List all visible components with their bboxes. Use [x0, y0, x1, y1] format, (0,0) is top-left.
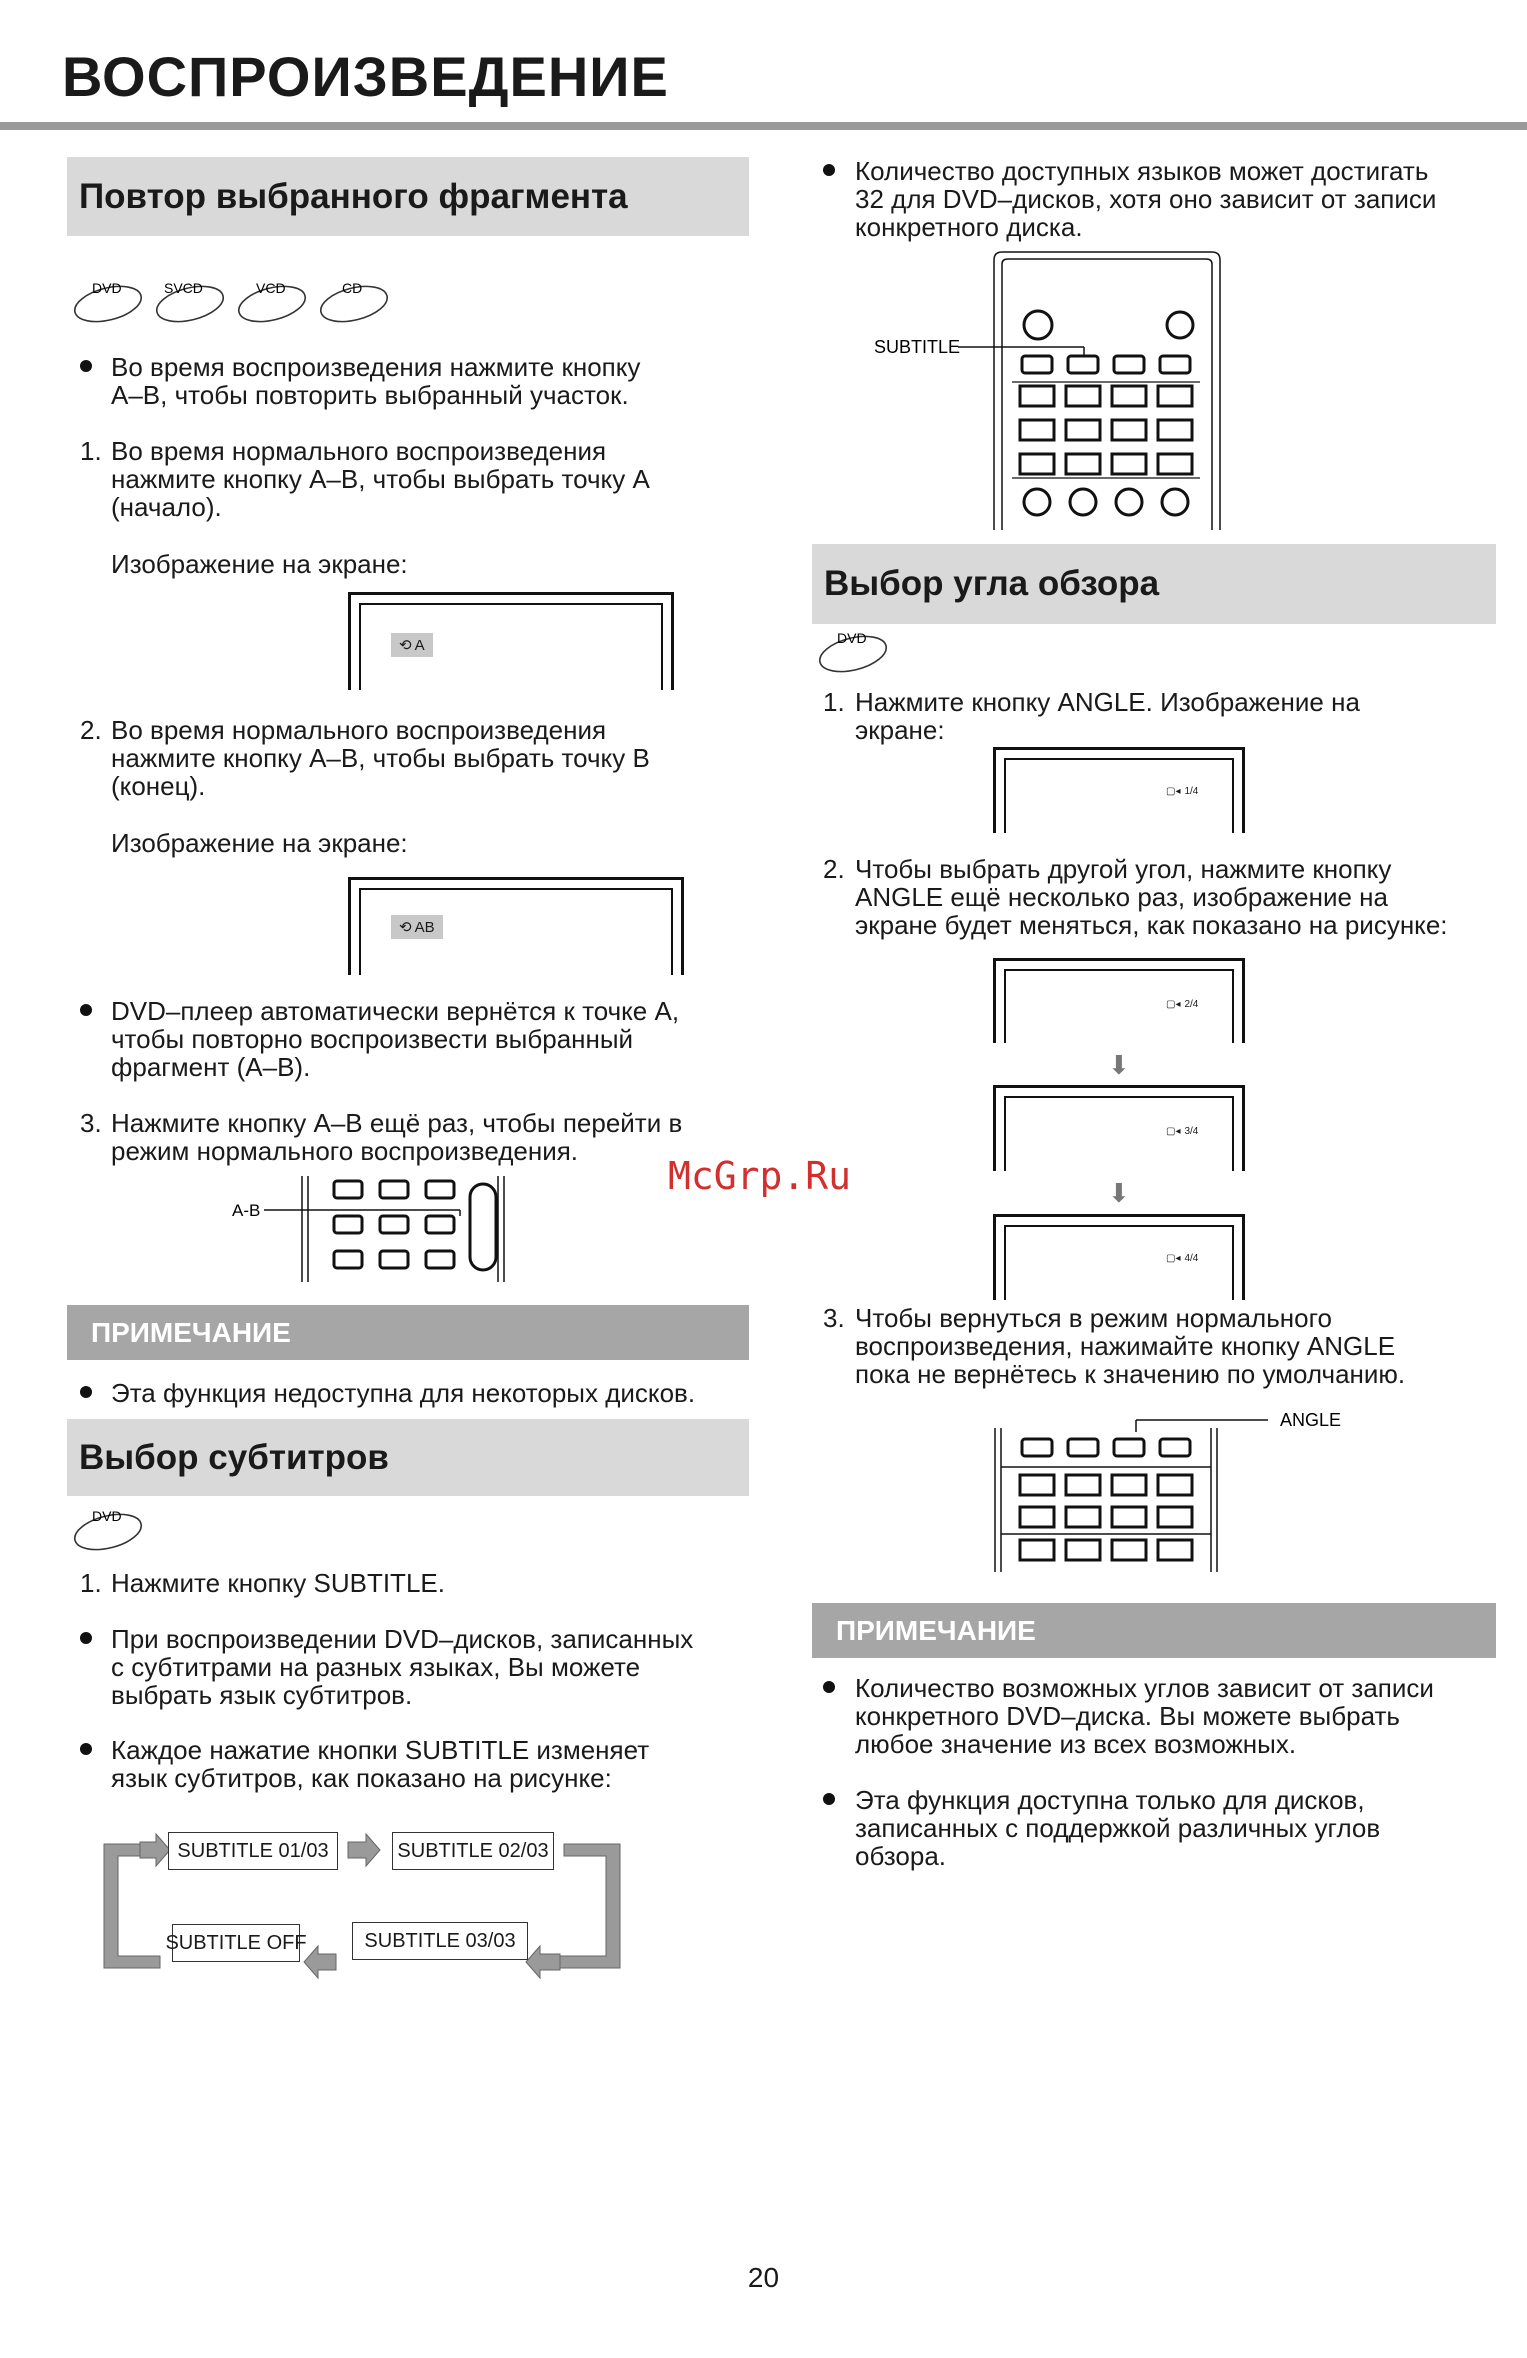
tv-screen-angle-2 [993, 958, 1245, 1043]
repeat-icon: ⟲ [399, 919, 412, 936]
camera-icon: ▢◂ [1166, 786, 1181, 797]
tv-screen-angle-1 [993, 747, 1245, 833]
screen-label: Изображение на экране: [111, 828, 408, 858]
languages-note-text: Количество доступных языков может достигать 32 для DVD–дисков, хотя оно зависит от записи конкретного диска. [855, 156, 1437, 242]
step-number: 2. [80, 715, 102, 745]
angle-osd: ▢◂ 3/4 [1166, 1126, 1199, 1137]
disc-badge-cd-icon [317, 280, 391, 328]
remote-ab-label: A-B [232, 1201, 261, 1220]
step-number: 3. [823, 1303, 845, 1333]
step2-text: Во время нормального воспроизведения нажмите кнопку A–B, чтобы выбрать точку B (конец). [111, 715, 650, 801]
remote-angle-illustration [990, 1410, 1342, 1577]
down-arrow-icon: ⬇ [1108, 1050, 1130, 1080]
angle-step1-text: Нажмите кнопку ANGLE. Изображение на экране: [855, 687, 1360, 745]
tv-screen-ab [348, 877, 684, 975]
bullet-icon [823, 164, 835, 176]
subtitle-cycle-diagram [100, 1820, 640, 1980]
remote-subtitle-illustration [870, 250, 1230, 535]
note-text: Эта функция недоступна для некоторых дисков. [111, 1378, 696, 1408]
tv-screen-a [348, 592, 674, 690]
watermark: McGrp.Ru [668, 1154, 852, 1198]
step3-text: Нажмите кнопку A–B ещё раз, чтобы перейти в режим нормального воспроизведения. [111, 1108, 683, 1166]
down-arrow-icon: ⬇ [1108, 1178, 1130, 1208]
camera-icon: ▢◂ [1166, 999, 1181, 1010]
step-number: 1. [80, 1568, 102, 1598]
bullet-icon [80, 1004, 92, 1016]
disc-badge-dvd-icon [815, 626, 905, 683]
angle-osd: ▢◂ 1/4 [1166, 786, 1199, 797]
disc-badge-dvd-icon [71, 280, 145, 328]
tv-screen-angle-4 [993, 1214, 1245, 1300]
repeat-osd: ⟲ A [391, 633, 433, 657]
subtitle-bullet1-text: При воспроизведении DVD–дисков, записанных с субтитрами на разных языках, Вы можете выбрать язык субтитров. [111, 1624, 694, 1710]
subtitle-bullet2-text: Каждое нажатие кнопки SUBTITLE изменяет язык субтитров, как показано на рисунке: [111, 1735, 650, 1793]
disc-badge-label: VCD [256, 280, 286, 296]
bullet-icon [80, 360, 92, 372]
step-number: 2. [823, 854, 845, 884]
bullet-icon [80, 1386, 92, 1398]
subtitle-state-03: SUBTITLE 03/03 [352, 1922, 528, 1960]
subtitle-state-off: SUBTITLE OFF [172, 1924, 300, 1962]
disc-badge-label: CD [342, 280, 363, 296]
disc-badge-label: DVD [92, 280, 122, 296]
auto-return-text: DVD–плеер автоматически вернётся к точке A, чтобы повторно воспроизвести выбранный фрагмент (A–B). [111, 996, 680, 1082]
subtitle-state-02: SUBTITLE 02/03 [392, 1832, 554, 1870]
step-number: 1. [80, 436, 102, 466]
section-heading-subtitles: Выбор субтитров [67, 1419, 749, 1496]
step-number: 3. [80, 1108, 102, 1138]
screen-label: Изображение на экране: [111, 549, 408, 579]
remote-angle-label: ANGLE [1280, 1410, 1342, 1430]
tv-screen-angle-3 [993, 1085, 1245, 1171]
camera-icon: ▢◂ [1166, 1253, 1181, 1264]
angle-step2-text: Чтобы выбрать другой угол, нажмите кнопку ANGLE ещё несколько раз, изображение на экране будет меняться, как показано на рисунке: [855, 854, 1448, 940]
step1-text: Во время нормального воспроизведения нажмите кнопку A–B, чтобы выбрать точку A (начало). [111, 436, 650, 522]
angle-osd: ▢◂ 4/4 [1166, 1253, 1199, 1264]
intro-bullet-text: Во время воспроизведения нажмите кнопку A–B, чтобы повторить выбранный участок. [111, 352, 641, 410]
remote-subtitle-label: SUBTITLE [874, 337, 961, 357]
angle-osd: ▢◂ 2/4 [1166, 999, 1199, 1010]
section-heading-repeat: Повтор выбранного фрагмента [67, 157, 749, 236]
repeat-osd: ⟲ AB [391, 915, 443, 939]
angle-note2-text: Эта функция доступна только для дисков, записанных с поддержкой различных углов обзора. [855, 1785, 1381, 1871]
remote-ab-illustration [228, 1176, 548, 1287]
disc-badge-svcd-icon [153, 280, 227, 328]
title-divider [0, 122, 1527, 130]
subtitle-step1-text: Нажмите кнопку SUBTITLE. [111, 1568, 445, 1598]
bullet-icon [80, 1632, 92, 1644]
note-heading: ПРИМЕЧАНИЕ [812, 1603, 1496, 1658]
bullet-icon [823, 1681, 835, 1693]
subtitle-state-01: SUBTITLE 01/03 [168, 1832, 338, 1870]
disc-badge-dvd-icon [70, 1504, 160, 1561]
page-title: ВОСПРОИЗВЕДЕНИЕ [62, 45, 669, 108]
angle-step3-text: Чтобы вернуться в режим нормального воспроизведения, нажимайте кнопку ANGLE пока не вернётесь к значению по умолчанию. [855, 1303, 1406, 1389]
disc-badge-label: SVCD [164, 280, 203, 296]
disc-badge-label: DVD [92, 1508, 122, 1524]
disc-badge-vcd-icon [235, 280, 309, 328]
bullet-icon [823, 1793, 835, 1805]
disc-badge-label: DVD [837, 630, 867, 646]
note-heading: ПРИМЕЧАНИЕ [67, 1305, 749, 1360]
section-heading-angle: Выбор угла обзора [812, 544, 1496, 624]
disc-badges [70, 276, 410, 333]
bullet-icon [80, 1743, 92, 1755]
step-number: 1. [823, 687, 845, 717]
angle-note1-text: Количество возможных углов зависит от записи конкретного DVD–диска. Вы можете выбрать любое значение из всех возможных. [855, 1673, 1434, 1759]
camera-icon: ▢◂ [1166, 1126, 1181, 1137]
repeat-icon: ⟲ [399, 637, 412, 654]
page-number: 20 [747, 2262, 780, 2293]
